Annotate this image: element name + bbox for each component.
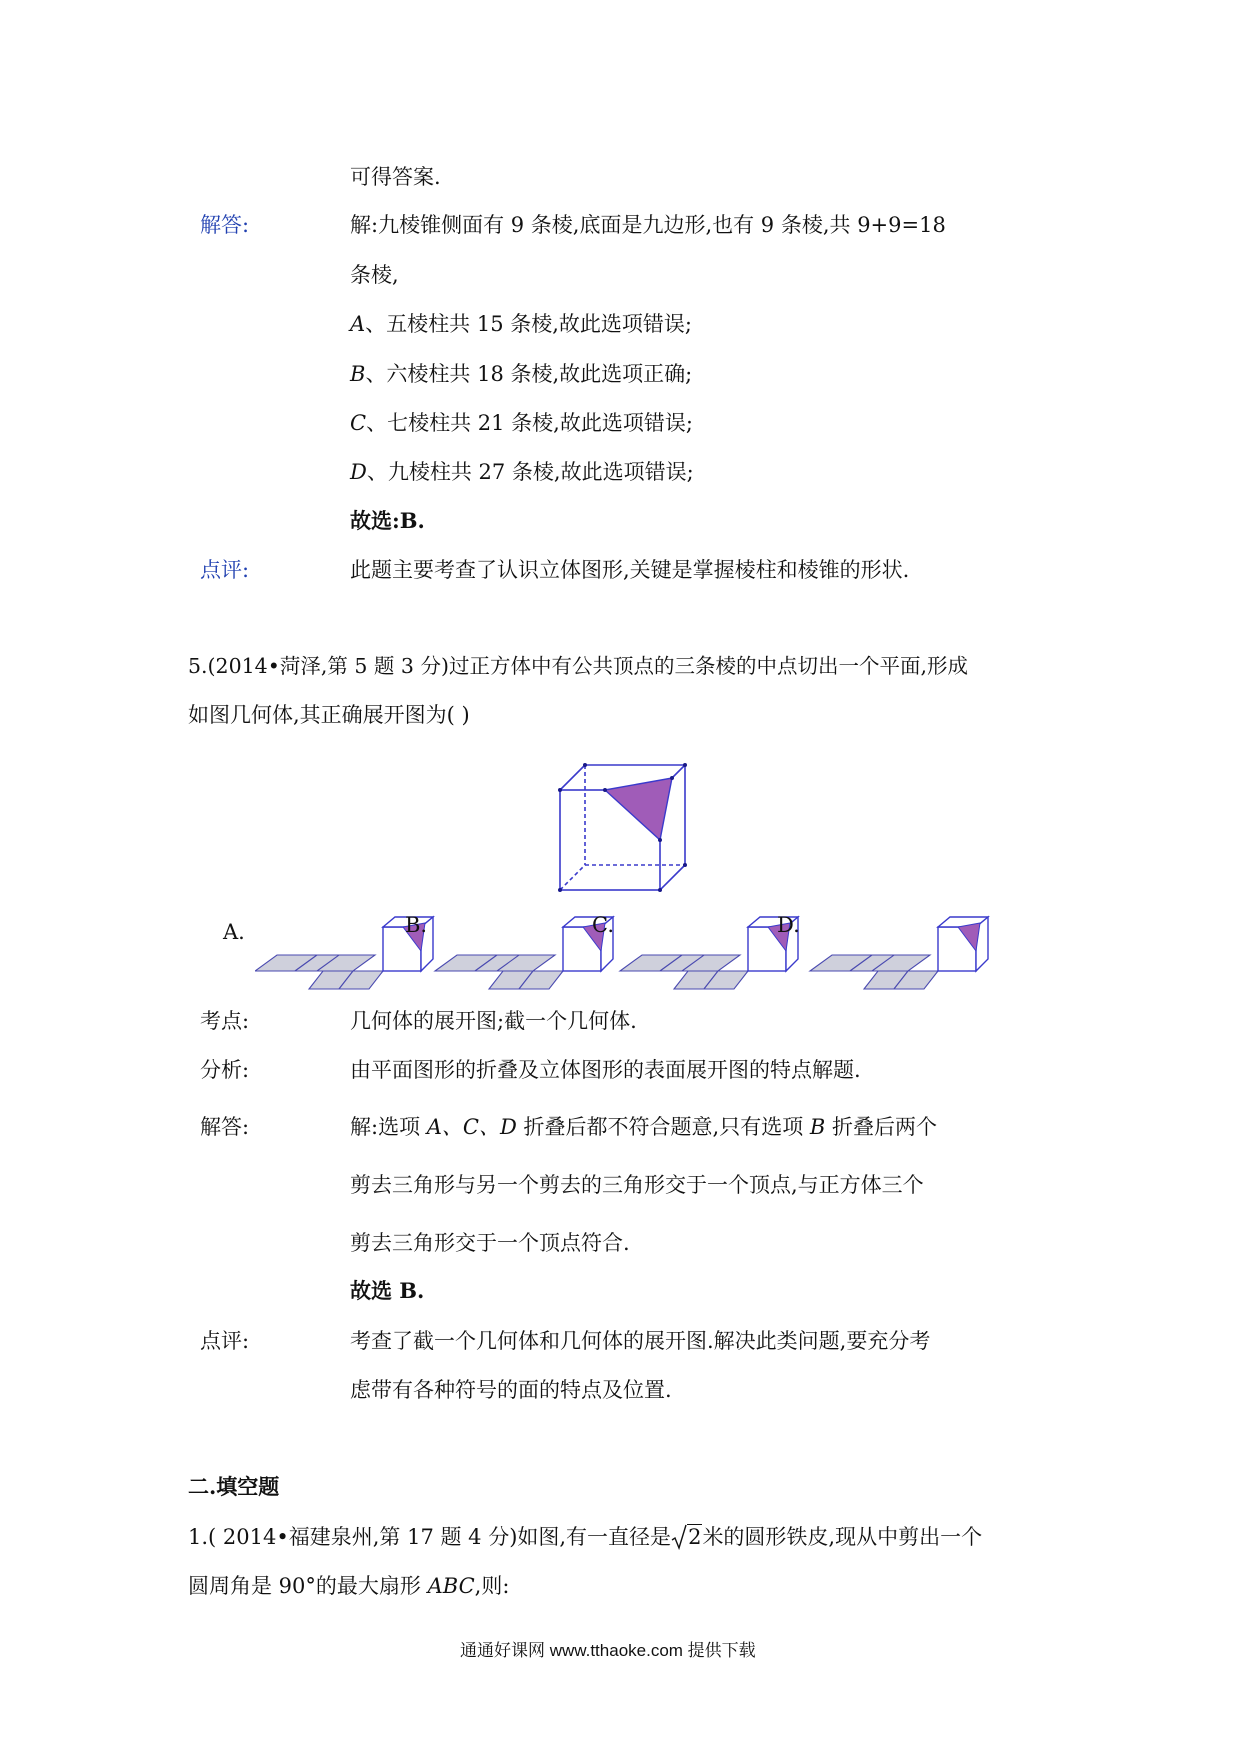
nets-figure xyxy=(255,905,1015,995)
jieda-line-3: 剪去三角形交于一个顶点符合. xyxy=(350,1231,630,1255)
opt-label-d: D. xyxy=(777,913,800,937)
comment-label: 点评: xyxy=(200,558,250,582)
fill-q1-line2: 圆周角是 90°的最大扇形 ABC,则: xyxy=(188,1574,510,1598)
comment-text: 此题主要考查了认识立体图形,关键是掌握棱柱和棱锥的形状. xyxy=(350,558,910,582)
jieda-line-2: 剪去三角形与另一个剪去的三角形交于一个顶点,与正方体三个 xyxy=(350,1173,924,1197)
kaodian-text: 几何体的展开图;截一个几何体. xyxy=(350,1009,637,1033)
dianping-line-2: 虑带有各种符号的面的特点及位置. xyxy=(350,1378,672,1402)
fenxi-text: 由平面图形的折叠及立体图形的表面展开图的特点解题. xyxy=(350,1058,861,1082)
answer-label: 解答: xyxy=(200,213,250,237)
opt-label-c: C. xyxy=(592,913,614,937)
prev-choose: 故选:B. xyxy=(350,508,425,533)
sqrt-symbol: 2 xyxy=(671,1522,702,1552)
footer: 通通好课网 www.tthaoke.com 提供下载 xyxy=(460,1641,756,1660)
answer-line-2: 条棱, xyxy=(350,263,399,287)
jieda-line-1: 解:选项 A、C、D 折叠后都不符合题意,只有选项 B 折叠后两个 xyxy=(350,1115,937,1139)
option-b: B、六棱柱共 18 条棱,故此选项正确; xyxy=(350,362,693,386)
dianping-line-1: 考查了截一个几何体和几何体的展开图.解决此类问题,要充分考 xyxy=(350,1329,931,1353)
fill-q1-line1: 1.( 2014•福建泉州,第 17 题 4 分)如图,有一直径是 2米的圆形铁皮,现从中剪出一个 xyxy=(188,1522,982,1552)
analysis-tail: 可得答案. xyxy=(350,165,441,189)
cut-triangle xyxy=(605,778,672,840)
answer-line-1: 解:九棱锥侧面有 9 条棱,底面是九边形,也有 9 条棱,共 9+9=18 xyxy=(350,213,946,237)
q5-stem-line2: 如图几何体,其正确展开图为( ) xyxy=(188,703,470,727)
option-a: A、五棱柱共 15 条棱,故此选项错误; xyxy=(350,312,692,336)
option-d: D、九棱柱共 27 条棱,故此选项错误; xyxy=(350,460,694,484)
dianping-label: 点评: xyxy=(200,1329,250,1353)
fenxi-label: 分析: xyxy=(200,1058,250,1082)
cube-figure xyxy=(550,755,695,900)
jieda-label: 解答: xyxy=(200,1115,250,1139)
q5-stem-line1: 5.(2014•菏泽,第 5 题 3 分)过正方体中有公共顶点的三条棱的中点切出一个平面,形成 xyxy=(188,654,968,678)
opt-label-b: B. xyxy=(405,913,428,937)
q5-choose: 故选 B. xyxy=(350,1278,425,1303)
option-c: C、七棱柱共 21 条棱,故此选项错误; xyxy=(350,411,693,435)
opt-label-a: A. xyxy=(223,920,245,944)
kaodian-label: 考点: xyxy=(200,1009,250,1033)
section-title: 二.填空题 xyxy=(188,1474,280,1499)
